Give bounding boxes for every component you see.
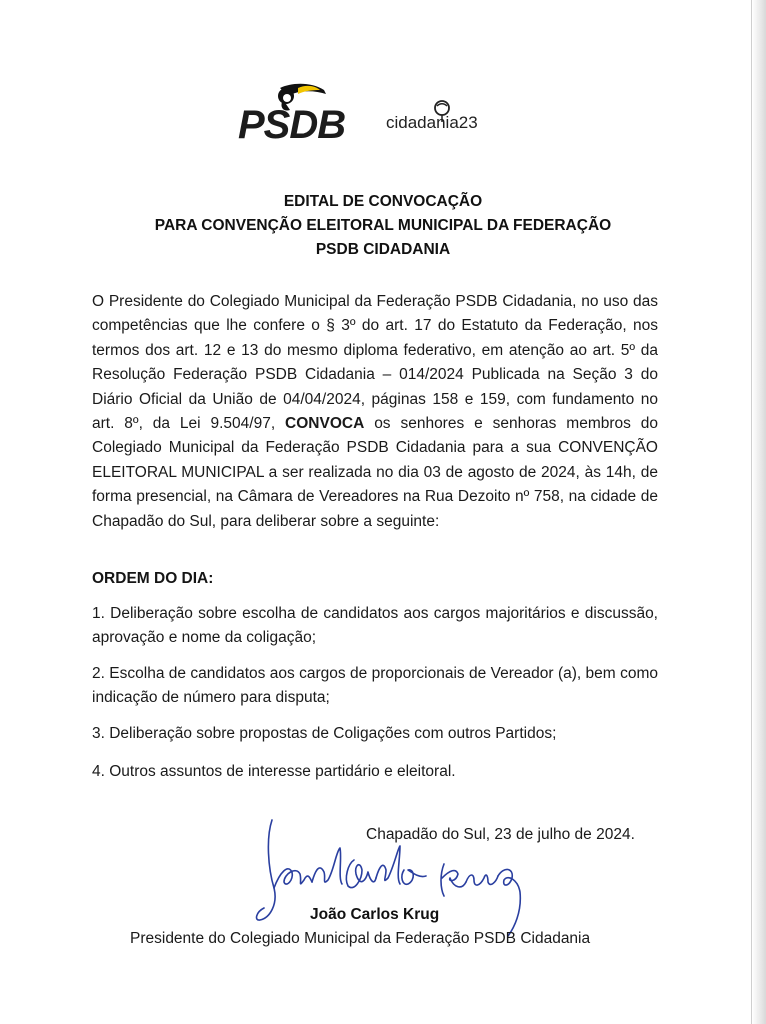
- agenda-item-1: 1. Deliberação sobre escolha de candidatos aos cargos majoritários e discussão, aprovação e nome da coligação;: [92, 605, 658, 647]
- convocation-paragraph: [92, 290, 658, 534]
- page-edge-shadow: [752, 0, 766, 1024]
- paragraph-part-1: O Presidente do Colegiado Municipal da Federação PSDB Cidadania, no uso das competências que lhe confere o § 3º do art. 17 do Estatuto da Federação, nos termos dos art. 12 e 13 do mesmo diploma federativo, em atenção ao art. 5º da Resolução Federação PSDB Cidadania – 014/2024 Publicada na Seção 3 do Diário Oficial da União de 04/04/2024, páginas 158 e 159, com fundamento no art. 8º, da Lei 9.504/97,: [92, 293, 658, 433]
- cidadania-wordmark: cidadania23: [386, 113, 478, 132]
- title-line-1: EDITAL DE CONVOCAÇÃO: [283, 193, 483, 210]
- header-logos: [236, 78, 506, 148]
- signer-name: João Carlos Krug: [310, 906, 440, 923]
- agenda-item-4: 4. Outros assuntos de interesse partidário e eleitoral.: [92, 763, 456, 780]
- agenda-item-3: 3. Deliberação sobre propostas de Coligações com outros Partidos;: [92, 725, 557, 742]
- place-and-date: Chapadão do Sul, 23 de julho de 2024.: [366, 826, 635, 843]
- document-title: [0, 190, 766, 262]
- psdb-logo: [236, 78, 376, 146]
- convoca-keyword: CONVOCA: [285, 415, 365, 433]
- psdb-wordmark: PSDB: [238, 103, 346, 146]
- cidadania-logo: [384, 98, 509, 138]
- agenda-item-2: 2. Escolha de candidatos aos cargos de proporcionais de Vereador (a), bem como indicação de número para disputa;: [92, 665, 658, 707]
- signer-role: Presidente do Colegiado Municipal da Federação PSDB Cidadania: [130, 930, 591, 947]
- paragraph-part-2: os senhores e senhoras membros do Colegiado Municipal da Federação PSDB Cidadania para a sua CONVENÇÃO ELEITORAL MUNICIPAL a ser realizada no dia 03 de agosto de 2024, às 14h, de forma presencial, na Câmara de Vereadores na Rua Dezoito nº 758, na cidade de Chapadão do Sul, para deliberar sobre a seguinte:: [92, 415, 659, 530]
- title-line-2: PARA CONVENÇÃO ELEITORAL MUNICIPAL DA FEDERAÇÃO: [154, 217, 612, 234]
- title-line-3: PSDB CIDADANIA: [315, 241, 451, 258]
- agenda-heading: ORDEM DO DIA:: [92, 570, 214, 587]
